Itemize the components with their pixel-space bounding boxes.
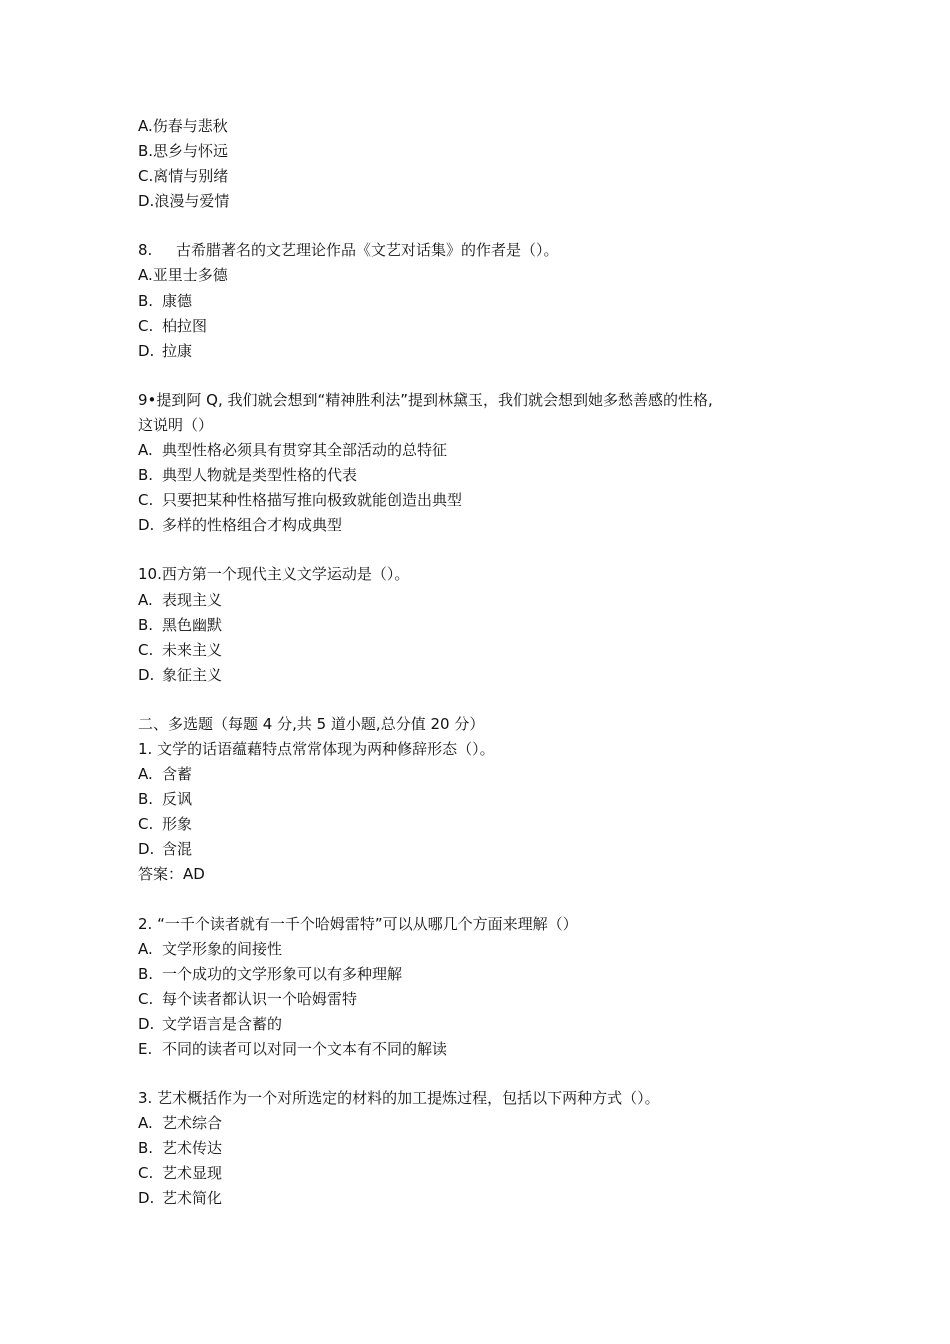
option-b: B. 艺术传达 bbox=[138, 1139, 223, 1158]
question-stem-line-1: 9•提到阿 Q, 我们就会想到“精神胜利法”提到林黛玉，我们就会想到她多愁善感的性格, bbox=[138, 390, 713, 409]
option-c: C.离情与别绪 bbox=[138, 167, 229, 186]
question-stem: 1. 文学的话语蕴藉特点常常体现为两种修辞形态（）。 bbox=[138, 739, 495, 758]
option-a: A. 含蓄 bbox=[138, 765, 193, 784]
question-number: 8. bbox=[138, 241, 153, 260]
option-a: A.伤春与悲秋 bbox=[138, 117, 228, 135]
question-stem bbox=[138, 238, 818, 263]
question-7-options bbox=[138, 114, 818, 214]
option-c: C. 只要把某种性格描写推向极致就能创造出典型 bbox=[138, 491, 463, 510]
option-a: A. 艺术综合 bbox=[138, 1114, 223, 1133]
question-stem-line-2: 这说明（） bbox=[138, 415, 214, 434]
option-c: C. 形象 bbox=[138, 815, 193, 834]
multi-question-1 bbox=[138, 737, 818, 888]
multi-question-3 bbox=[138, 1086, 818, 1211]
option-d: D. 文学语言是含蓄的 bbox=[138, 1014, 283, 1033]
option-a: A. 文学形象的间接性 bbox=[138, 939, 283, 958]
option-d: D. 艺术简化 bbox=[138, 1189, 223, 1208]
option-b: B.思乡与怀远 bbox=[138, 142, 229, 161]
document-page bbox=[138, 114, 818, 1212]
option-e: E. 不同的读者可以对同一个文本有不同的解读 bbox=[138, 1040, 448, 1058]
option-d: D. 多样的性格组合才构成典型 bbox=[138, 516, 343, 535]
option-b: B. 康德 bbox=[138, 291, 193, 310]
option-b: B. 一个成功的文学形象可以有多种理解 bbox=[138, 964, 403, 983]
option-b: B. 反讽 bbox=[138, 790, 193, 809]
option-d: D. 含混 bbox=[138, 840, 193, 859]
option-a: A. 典型性格必须具有贯穿其全部活动的总特征 bbox=[138, 441, 448, 460]
option-c: C. 每个读者都认识一个哈姆雷特 bbox=[138, 989, 358, 1008]
option-d: D. 拉康 bbox=[138, 341, 193, 360]
section-heading: 二、多选题（每题 4 分,共 5 道小题,总分值 20 分） bbox=[138, 714, 485, 733]
option-b: B. 黑色幽默 bbox=[138, 615, 223, 634]
question-stem: 2. “一千个读者就有一千个哈姆雷特”可以从哪几个方面来理解（） bbox=[138, 914, 578, 933]
option-b: B. 典型人物就是类型性格的代表 bbox=[138, 466, 358, 485]
question-9 bbox=[138, 388, 818, 539]
option-d: D. 象征主义 bbox=[138, 665, 223, 684]
answer-line: 答案：AD bbox=[138, 865, 205, 884]
option-a: A.亚里士多德 bbox=[138, 266, 228, 285]
question-text: 古希腊著名的文艺理论作品《文艺对话集》的作者是（）。 bbox=[176, 241, 559, 260]
question-stem: 3. 艺术概括作为一个对所选定的材料的加工提炼过程，包括以下两种方式（）。 bbox=[138, 1089, 660, 1108]
question-stem: 10.西方第一个现代主义文学运动是（）。 bbox=[138, 565, 410, 584]
multi-question-2 bbox=[138, 912, 818, 1063]
option-c: C. 柏拉图 bbox=[138, 316, 208, 335]
option-c: C. 艺术显现 bbox=[138, 1164, 223, 1183]
question-10 bbox=[138, 562, 818, 687]
option-c: C. 未来主义 bbox=[138, 640, 223, 659]
question-8 bbox=[138, 238, 818, 363]
option-a: A. 表现主义 bbox=[138, 590, 223, 609]
option-d: D.浪漫与爱情 bbox=[138, 192, 230, 211]
